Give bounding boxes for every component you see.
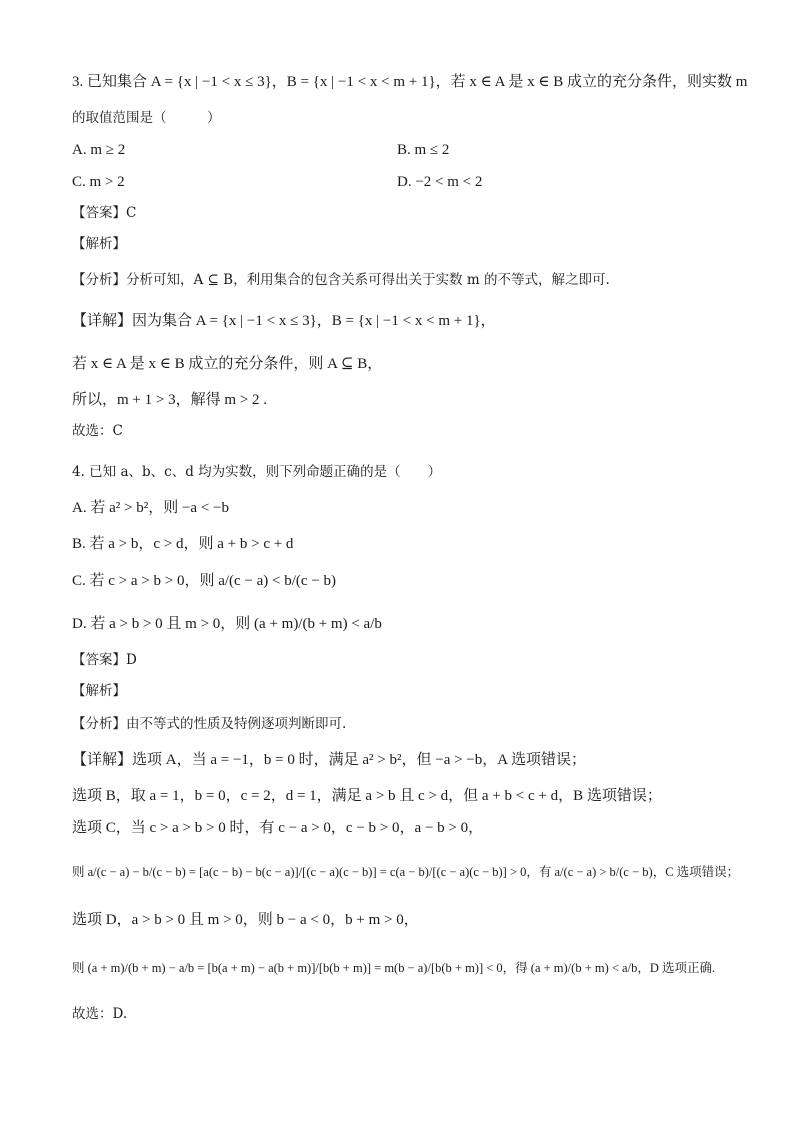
q4-option-d: D. 若 a > b > 0 且 m > 0，则 (a + m)/(b + m) < a/b — [72, 616, 382, 632]
q3-detail-line1: 【详解】因为集合 A = {x | −1 < x ≤ 3}，B = {x | −1 < x < m + 1}， — [72, 313, 496, 329]
q4-detail-d2: 则 (a + m)/(b + m) − a/b = [b(a + m) − a(b + m)]/[b(b + m)] = m(b − a)/[b(b + m)] < 0，得 (a + m)/(b + m) < a/b，D 选项正确. — [72, 961, 716, 975]
q3-analysis: 【分析】分析可知，A ⊆ B，利用集合的包含关系可得出关于实数 m 的不等式，解之即可. — [72, 272, 610, 288]
q3-option-b: B. m ≤ 2 — [397, 142, 450, 158]
q3-option-a: A. m ≥ 2 — [72, 142, 126, 158]
q4-analysis: 【分析】由不等式的性质及特例逐项判断即可. — [72, 716, 347, 732]
q3-detail-line2: 若 x ∈ A 是 x ∈ B 成立的充分条件，则 A ⊆ B， — [72, 356, 383, 372]
q4-option-b: B. 若 a > b，c > d，则 a + b > c + d — [72, 536, 294, 552]
q4-option-a: A. 若 a² > b²，则 −a < −b — [72, 500, 229, 516]
q4-detail-a: 【详解】选项 A，当 a = −1，b = 0 时，满足 a² > b²，但 −a > −b，A 选项错误； — [72, 752, 587, 768]
q4-detail-c2: 则 a/(c − a) − b/(c − b) = [a(c − b) − b(c − a)]/[(c − a)(c − b)] = c(a − b)/[(c − a)(c − b)] > 0，有 a/(c − a) > b/(c − b)，C 选项错误； — [72, 865, 740, 879]
q4-detail-b: 选项 B，取 a = 1，b = 0，c = 2，d = 1，满足 a > b 且 c > d，但 a + b < c + d，B 选项错误； — [72, 788, 662, 804]
q3-choose: 故选：C — [72, 423, 123, 439]
q4-choose: 故选：D. — [72, 1006, 128, 1022]
q3-detail-line3: 所以，m + 1 > 3，解得 m > 2 . — [72, 392, 267, 408]
q3-stem-line2: 的取值范围是（ ） — [72, 110, 221, 126]
q4-analysis-label: 【解析】 — [72, 683, 126, 699]
q4-detail-d1: 选项 D，a > b > 0 且 m > 0，则 b − a < 0，b + m > 0， — [72, 912, 419, 928]
q3-analysis-label: 【解析】 — [72, 236, 126, 252]
q3-stem-line1: 3. 已知集合 A = {x | −1 < x ≤ 3}，B = {x | −1 < x < m + 1}，若 x ∈ A 是 x ∈ B 成立的充分条件，则实数 m — [72, 74, 748, 90]
q4-option-c: C. 若 c > a > b > 0，则 a/(c − a) < b/(c − b) — [72, 573, 337, 589]
q3-answer: 【答案】C — [72, 205, 137, 221]
q4-detail-c1: 选项 C，当 c > a > b > 0 时，有 c − a > 0，c − b > 0，a − b > 0， — [72, 820, 484, 836]
q3-option-d: D. −2 < m < 2 — [397, 174, 483, 190]
q4-stem: 4. 已知 a、b、c、d 均为实数，则下列命题正确的是（ ） — [72, 464, 442, 480]
q3-option-c: C. m > 2 — [72, 174, 125, 190]
q4-answer: 【答案】D — [72, 652, 137, 668]
